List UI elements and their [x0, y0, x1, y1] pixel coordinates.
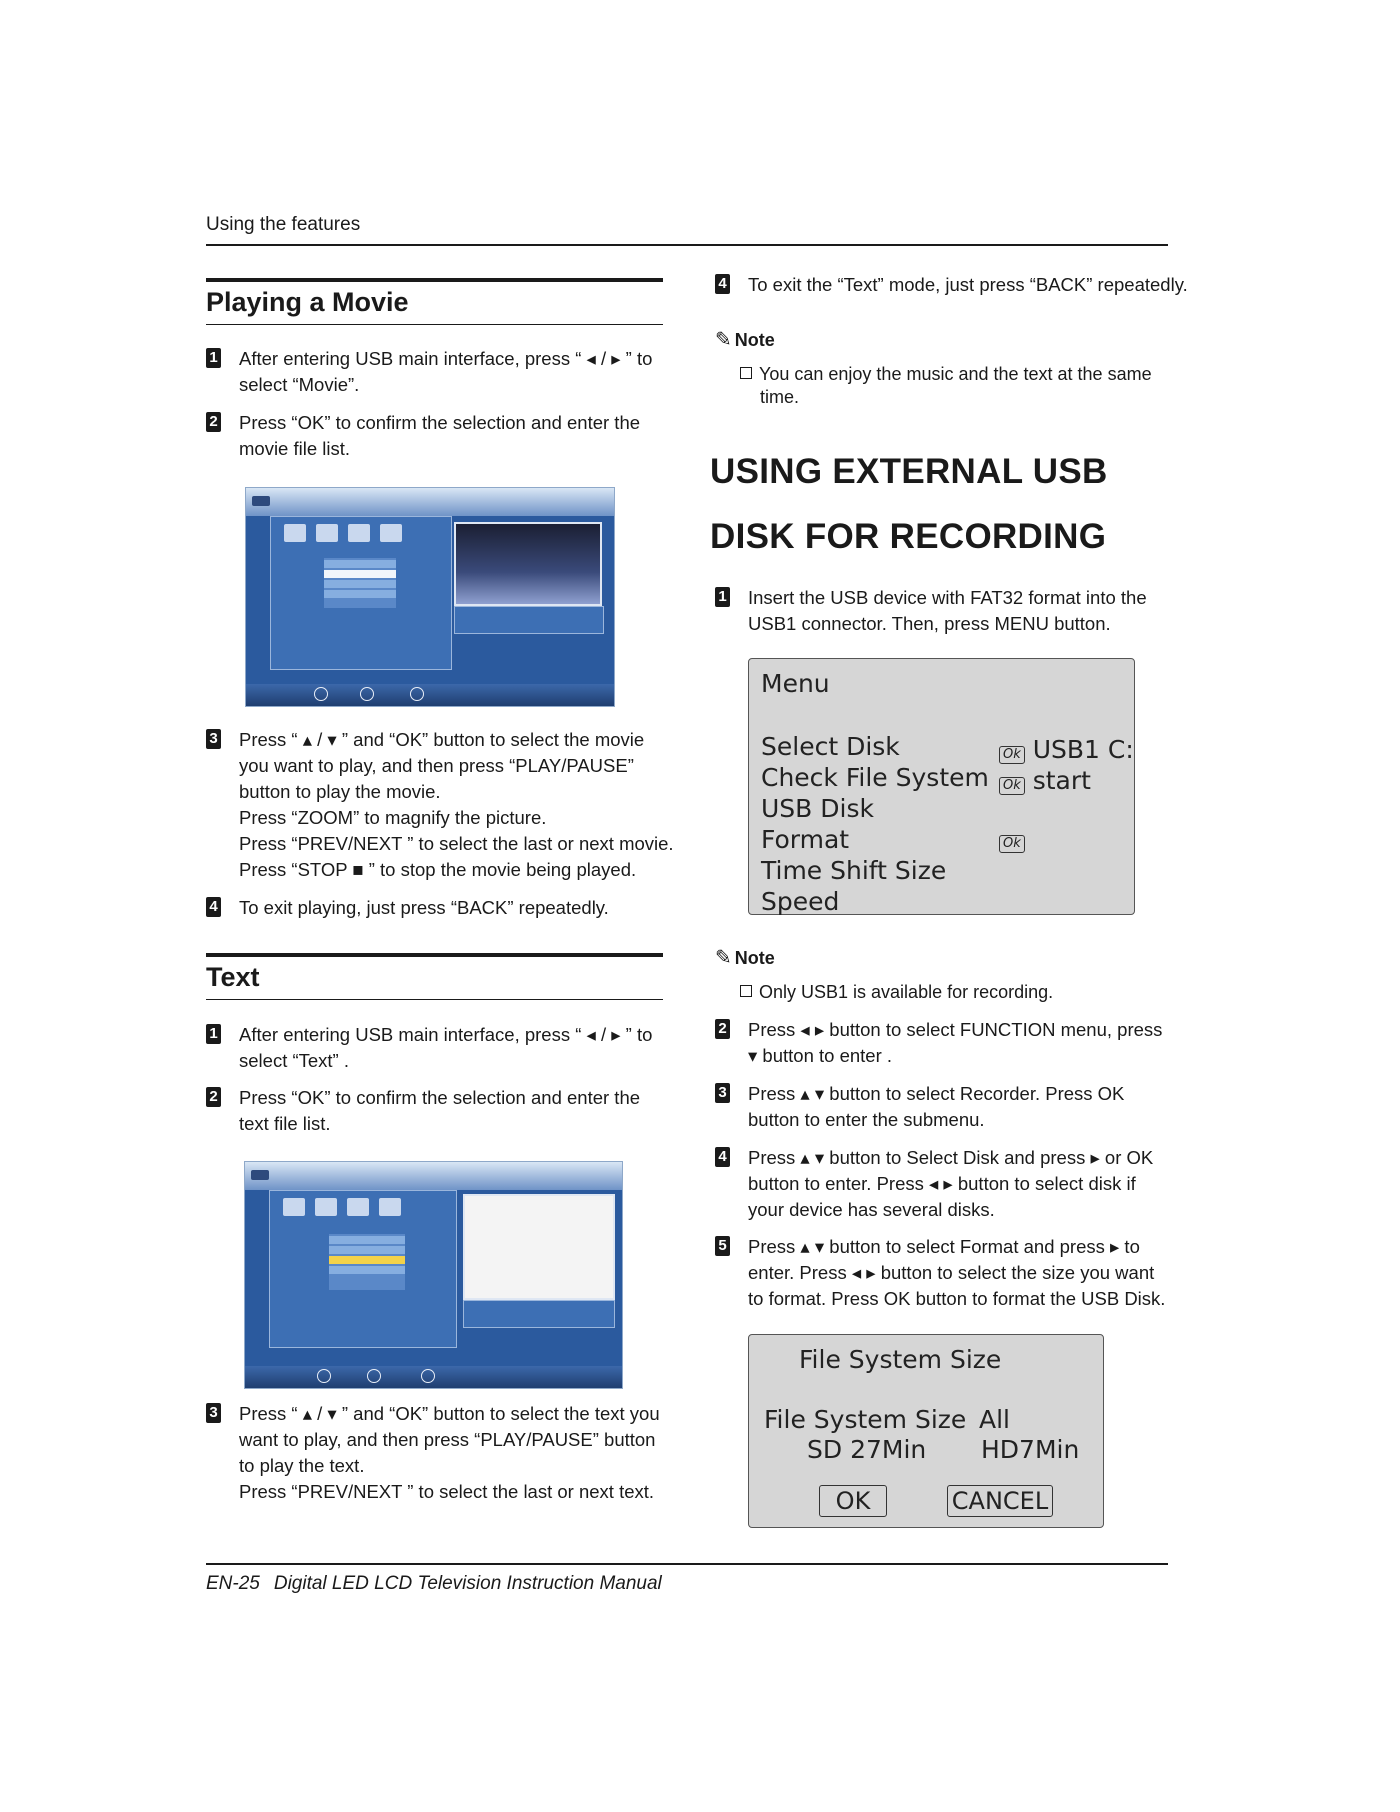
menu-row-time-shift: Time Shift Size	[761, 856, 947, 885]
menu-row-select-disk: Select Disk	[761, 732, 900, 761]
check-value: start	[1032, 766, 1091, 795]
movie-preview	[454, 522, 602, 606]
note-label: Note	[734, 948, 775, 968]
screenshot-bottom-bar	[246, 684, 614, 706]
step-line: to play the text.	[239, 1455, 365, 1476]
screenshot-title-bar	[245, 1162, 622, 1190]
text-icon	[379, 1198, 401, 1216]
step-line: To exit the “Text” mode, just press “BACK” repeatedly.	[748, 274, 1188, 295]
text-preview	[463, 1194, 615, 1300]
section-heading-text	[206, 953, 663, 1000]
note-heading	[715, 945, 775, 970]
manual-title: Digital LED LCD Television Instruction Manual	[273, 1573, 662, 1594]
step-number: 4	[715, 274, 730, 294]
menu-row-usb-disk: USB Disk	[761, 794, 874, 823]
ok-button[interactable]: OK	[819, 1485, 887, 1517]
media-type-icons	[283, 1198, 401, 1216]
section-title-line-1: USING EXTERNAL USB	[710, 452, 1108, 491]
step-line: Insert the USB device with FAT32 format into the	[748, 587, 1147, 608]
exit-button-icon	[314, 687, 328, 701]
step-line: want to play, and then press “PLAY/PAUSE” button	[239, 1429, 656, 1450]
file-row	[329, 1246, 405, 1254]
screenshot-title-bar	[246, 488, 614, 516]
fs-label: File System Size	[764, 1405, 967, 1434]
fs-title: File System Size	[799, 1345, 1002, 1374]
screenshot-bottom-bar	[245, 1366, 622, 1388]
exit-button-icon	[317, 1369, 331, 1383]
text-browser-screenshot	[244, 1161, 623, 1389]
fs-value: All	[979, 1405, 1010, 1434]
menu-select-disk-value	[999, 735, 1134, 764]
photo-icon	[284, 524, 306, 542]
step-line: enter. Press ◂ ▸ button to select the size you want	[748, 1262, 1155, 1283]
fs-hd: HD7Min	[981, 1435, 1080, 1464]
file-row-selected	[329, 1256, 405, 1264]
page-number: EN-25	[206, 1573, 260, 1594]
menu-row-speed: Speed	[761, 887, 840, 916]
menu-check-value	[999, 766, 1091, 795]
note-item	[740, 981, 1053, 1004]
step-line: USB1 connector. Then, press MENU button.	[748, 613, 1111, 634]
movie-icon	[347, 1198, 369, 1216]
step-number: 4	[715, 1147, 730, 1167]
file-row-selected	[324, 570, 396, 578]
text-icon	[380, 524, 402, 542]
header-rule	[206, 244, 1168, 246]
step-line: Press “ ▴ / ▾ ” and “OK” button to select the movie	[239, 729, 645, 750]
step-number: 1	[206, 348, 221, 368]
page-footer	[206, 1573, 662, 1595]
step-number: 4	[206, 897, 221, 917]
section-heading-playing-movie	[206, 278, 663, 325]
ok-button-icon	[367, 1369, 381, 1383]
step-line: Press ▴ ▾ button to select Format and press ▸ to	[748, 1236, 1140, 1257]
step-line: to format. Press OK button to format the USB Disk.	[748, 1288, 1166, 1309]
step-line: text file list.	[239, 1113, 331, 1134]
step-line: Press “ZOOM” to magnify the picture.	[239, 807, 547, 828]
preview-info-panel	[463, 1300, 615, 1328]
note-text: You can enjoy the music and the text at the same	[759, 364, 1152, 384]
ok-badge: Ok	[999, 835, 1025, 853]
step-line: Press “STOP ■ ” to stop the movie being played.	[239, 859, 637, 880]
note-item	[740, 363, 1152, 409]
step-number: 3	[715, 1083, 730, 1103]
step-line: To exit playing, just press “BACK” repeatedly.	[239, 897, 609, 918]
step-line: Press “ ▴ / ▾ ” and “OK” button to select the text you	[239, 1403, 660, 1424]
step-line: Press “OK” to confirm the selection and enter the	[239, 412, 641, 433]
movie-icon	[348, 524, 370, 542]
step-line: movie file list.	[239, 438, 351, 459]
file-list	[329, 1234, 405, 1290]
media-type-icons	[284, 524, 402, 542]
step-line: button to enter the submenu.	[748, 1109, 985, 1130]
file-row	[324, 580, 396, 588]
checkbox-bullet-icon	[740, 985, 752, 997]
menu-title: Menu	[761, 669, 830, 698]
step-number: 3	[206, 1403, 221, 1423]
usb-icon	[251, 1170, 269, 1180]
pencil-icon: ✎	[715, 329, 732, 351]
step-line: select “Movie”.	[239, 374, 360, 395]
checkbox-bullet-icon	[740, 367, 752, 379]
note-label: Note	[734, 330, 775, 350]
step-line: After entering USB main interface, press “ ◂ / ▸ ” to	[239, 348, 653, 369]
menu-format-ok	[999, 824, 1025, 853]
menu-screen	[748, 658, 1135, 915]
note-text: Only USB1 is available for recording.	[759, 982, 1054, 1002]
step-line: button to enter. Press ◂ ▸ button to select disk if	[748, 1173, 1136, 1194]
step-line: button to play the movie.	[239, 781, 441, 802]
file-row	[324, 590, 396, 598]
step-line: Press “OK” to confirm the selection and enter the	[239, 1087, 641, 1108]
step-number: 1	[715, 587, 730, 607]
select-button-icon	[421, 1369, 435, 1383]
select-disk-value: USB1 C:	[1032, 735, 1134, 764]
usb-icon	[252, 496, 270, 506]
step-line: After entering USB main interface, press “ ◂ / ▸ ” to	[239, 1024, 653, 1045]
step-number: 2	[715, 1019, 730, 1039]
fs-sd: SD 27Min	[807, 1435, 927, 1464]
menu-row-format: Format	[761, 825, 850, 854]
section-title-line-2: DISK FOR RECORDING	[710, 517, 1107, 556]
note-heading	[715, 327, 775, 352]
file-list	[324, 558, 396, 608]
file-row	[329, 1266, 405, 1274]
step-line: Press ◂ ▸ button to select FUNCTION menu, press	[748, 1019, 1163, 1040]
menu-row-check-fs: Check File System	[761, 763, 989, 792]
step-line: Press “PREV/NEXT ” to select the last or next movie.	[239, 833, 674, 854]
step-number: 2	[206, 1087, 221, 1107]
step-line: your device has several disks.	[748, 1199, 995, 1220]
movie-browser-screenshot	[245, 487, 615, 707]
step-line: ▾ button to enter .	[748, 1045, 893, 1066]
step-line: you want to play, and then press “PLAY/PAUSE”	[239, 755, 634, 776]
file-row	[329, 1236, 405, 1244]
cancel-button[interactable]: CANCEL	[947, 1485, 1053, 1517]
menu-rows	[761, 731, 989, 917]
music-icon	[315, 1198, 337, 1216]
footer-rule	[206, 1563, 1168, 1565]
step-number: 5	[715, 1236, 730, 1256]
music-icon	[316, 524, 338, 542]
file-system-size-screen	[748, 1334, 1104, 1528]
photo-icon	[283, 1198, 305, 1216]
section-title: Playing a Movie	[206, 287, 409, 317]
step-line: Press ▴ ▾ button to select Recorder. Press OK	[748, 1083, 1125, 1104]
note-text: time.	[760, 387, 800, 407]
step-line: Press “PREV/NEXT ” to select the last or next text.	[239, 1481, 655, 1502]
file-row	[324, 560, 396, 568]
ok-badge: Ok	[999, 777, 1025, 795]
step-number: 2	[206, 412, 221, 432]
step-line: Press ▴ ▾ button to Select Disk and press ▸ or OK	[748, 1147, 1154, 1168]
step-number: 3	[206, 729, 221, 749]
select-button-icon	[410, 687, 424, 701]
pencil-icon: ✎	[715, 947, 732, 969]
step-number: 1	[206, 1024, 221, 1044]
ok-button-icon	[360, 687, 374, 701]
preview-info-panel	[454, 606, 604, 634]
step-line: select “Text” .	[239, 1050, 349, 1071]
ok-badge: Ok	[999, 746, 1025, 764]
running-head: Using the features	[206, 214, 361, 235]
section-title: Text	[206, 962, 260, 992]
